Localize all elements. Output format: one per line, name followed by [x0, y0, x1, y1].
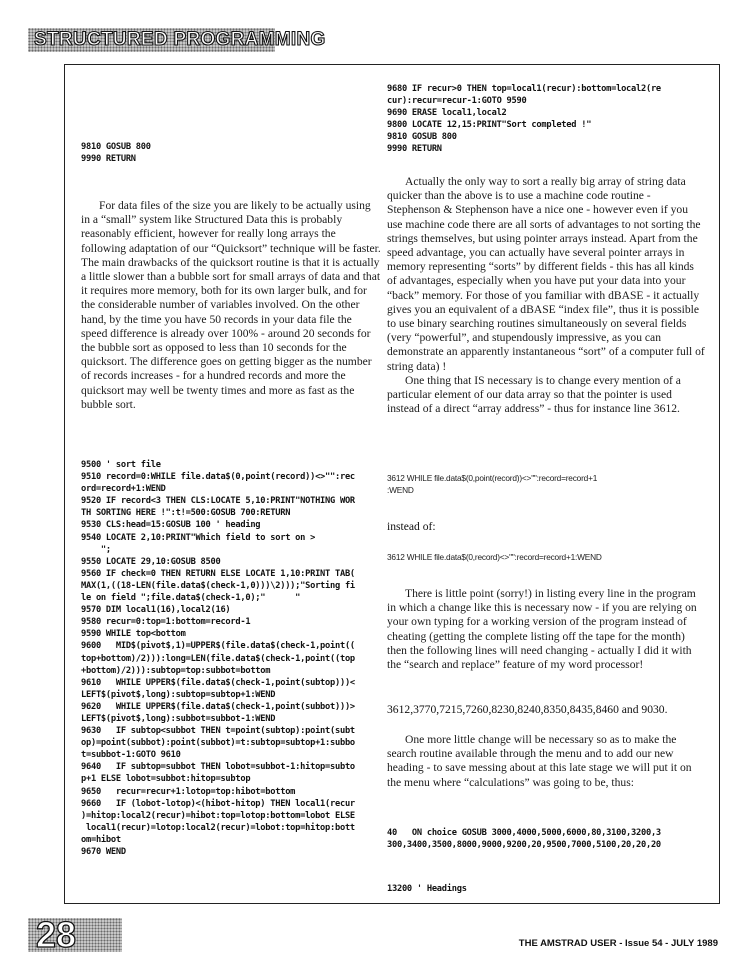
page-number: 28 [36, 914, 77, 955]
article-frame [64, 64, 720, 904]
code-line-3612-new: 3612 WHILE file.data$(0,point(record))<>"":record=record+1 :WEND [387, 473, 598, 495]
paragraph-text: One thing that IS necessary is to change every mention of a particular element of our data array so that the pointer is used instead of a direct “array address” - thus for instance line 3612. [387, 373, 681, 416]
line-numbers-list: 3612,3770,7215,7260,8230,8240,8350,8435,8460 and 9030. [387, 703, 668, 716]
paragraph-pointer-arrays [387, 175, 705, 416]
publication-footer: THE AMSTRAD USER - Issue 54 - JULY 1989 [518, 938, 718, 949]
paragraph-text: One more little change will be necessary so as to make the search routine available through the menu and to add our new heading - to save messing about at this late stage we will put it on the menu where “calculations” was going to be, thus: [387, 733, 692, 789]
code-listing-sort-file: 9500 ' sort file 9510 record=0:WHILE file.data$(0,point(record))<>"":rec ord=record+1:WEND 9520 IF record<3 THEN CLS:LOCATE 5,10:PRINT"NOTHING WOR TH SORTING HERE !":t!=500:GOSUB 700:RETURN 9530 CLS:head=15:GOSUB 100 ' heading 9540 LOCATE 2,10:PRINT"Which field to sort on > "; 9550 LOCATE 29,10:GOSUB 8500 9560 IF check=0 THEN RETURN ELSE LOCATE 1,10:PRINT TAB( MAX(1,((18-LEN(file.data$(check-1,0)))\2)));"Sorting fi le on field ";file.data$(check-1,0);" " 9570 DIM local1(16),local2(16) 9580 recur=0:top=1:bottom=record-1 9590 WHILE top<bottom 9600 MID$(pivot$,1)=UPPER$(file.data$(check-1,point(( top+bottom)/2))):long=LEN(file.data$(check-1,point((top +bottom)/2))):subtop=top:subbot=bottom 9610 WHILE UPPER$(file.data$(check-1,point(subtop)))< LEFT$(pivot$,long):subtop=subtop+1:WEND 9620 WHILE UPPER$(file.data$(check-1,point(subbot)))> LEFT$(pivot$,long):subbot=subbot-1:WEND 9630 IF subtop<subbot THEN t=point(subtop):point(subt op)=point(subbot):point(subbot)=t:subtop=subtop+1:subbo t=subbot-1:GOTO 9610 9640 IF subtop=subbot THEN lobot=subbot-1:hitop=subto p+1 ELSE lobot=subbot:hitop=subtop 9650 recur=recur+1:lotop=top:hibot=bottom 9660 IF (lobot-lotop)<(hibot-hitop) THEN local1(recur )=hitop:local2(recur)=hibot:top=lotop:bottom=lobot ELSE local1(recur)=lotop:local2(recur)=lobot:top=hitop:bott om=hibot 9670 WEND [81, 460, 355, 857]
code-line-13200: 13200 ' Headings [387, 884, 467, 894]
section-title: STRUCTURED PROGRAMMING [34, 29, 326, 50]
page-number-banner [28, 914, 122, 955]
paragraph-text: Actually the only way to sort a really big array of string data quicker than the above is to use a machine code routine - Stephenson & Stephenson have a nice one - however even if you use machine code there are all sorts of advantages to not sorting the strings themselves, but using pointer arrays instead. Apart from the speed advantage, you can actually have several pointer arrays in memory representing “sorts” by different fields - this has all kinds of advantages, especially when you have put your data into your “back” memory. For those of you familiar with dBASE - it actually gives you an equivalent of a dBASE “index file”, thus it is possible to use binary searching routines simultaneously on several fields (very “powerful”, and stupendously impressive, as you can demonstrate an apparently instantaneous “sort” of a computer full of string data) ! [387, 175, 705, 373]
paragraph-text: There is little point (sorry!) in listing every line in the program in which a change like this is necessary now - if you are relying on your own typing for a working version of the program instead of cheating (getting the complete listing off the tape for the month) then the following lines will need changing - actually I did it with the “search and replace” feature of my word processor! [387, 587, 697, 672]
section-header-banner [28, 28, 326, 52]
code-listing-top-left: 9810 GOSUB 800 9990 RETURN [81, 142, 151, 165]
code-line-40: 40 ON choice GOSUB 3000,4000,5000,6000,80,3100,3200,3 300,3400,3500,8000,9000,9200,20,9500,7000,5100,20,20,20 [387, 828, 661, 851]
paragraph-menu-change [387, 733, 705, 790]
paragraph-quicksort-intro [81, 199, 381, 412]
paragraph-changes [387, 587, 705, 672]
instead-of-label: instead of: [387, 520, 436, 533]
paragraph-text: For data files of the size you are likely to be actually using in a “small” system like Structured Data this is probably reasonably efficient, however for really long arrays the following adaptation of our “Quicksort” technique will be faster. The main drawbacks of the quicksort routine is that it is actually a little slower than a bubble sort for small arrays of data and that it requires more memory, both for its own larger bulk, and for the considerable number of variables involved. On the other hand, by the time you have 50 records in your data file the speed difference is already over 100% - around 20 seconds for the bubble sort as opposed to less than 10 seconds for the quicksort. The difference goes on getting bigger as the number of records increases - for a hundred records and more the quicksort may well be twenty times and more as fast as the bubble sort. [81, 199, 381, 411]
code-line-3612-old: 3612 WHILE file.data$(0,record)<>"":record=record+1:WEND [387, 552, 602, 562]
code-listing-top-right: 9680 IF recur>0 THEN top=local1(recur):bottom=local2(re cur):recur=recur-1:GOTO 9590 9690 ERASE local1,local2 9800 LOCATE 12,15:PRINT"Sort completed !" 9810 GOSUB 800 9990 RETURN [387, 84, 661, 155]
